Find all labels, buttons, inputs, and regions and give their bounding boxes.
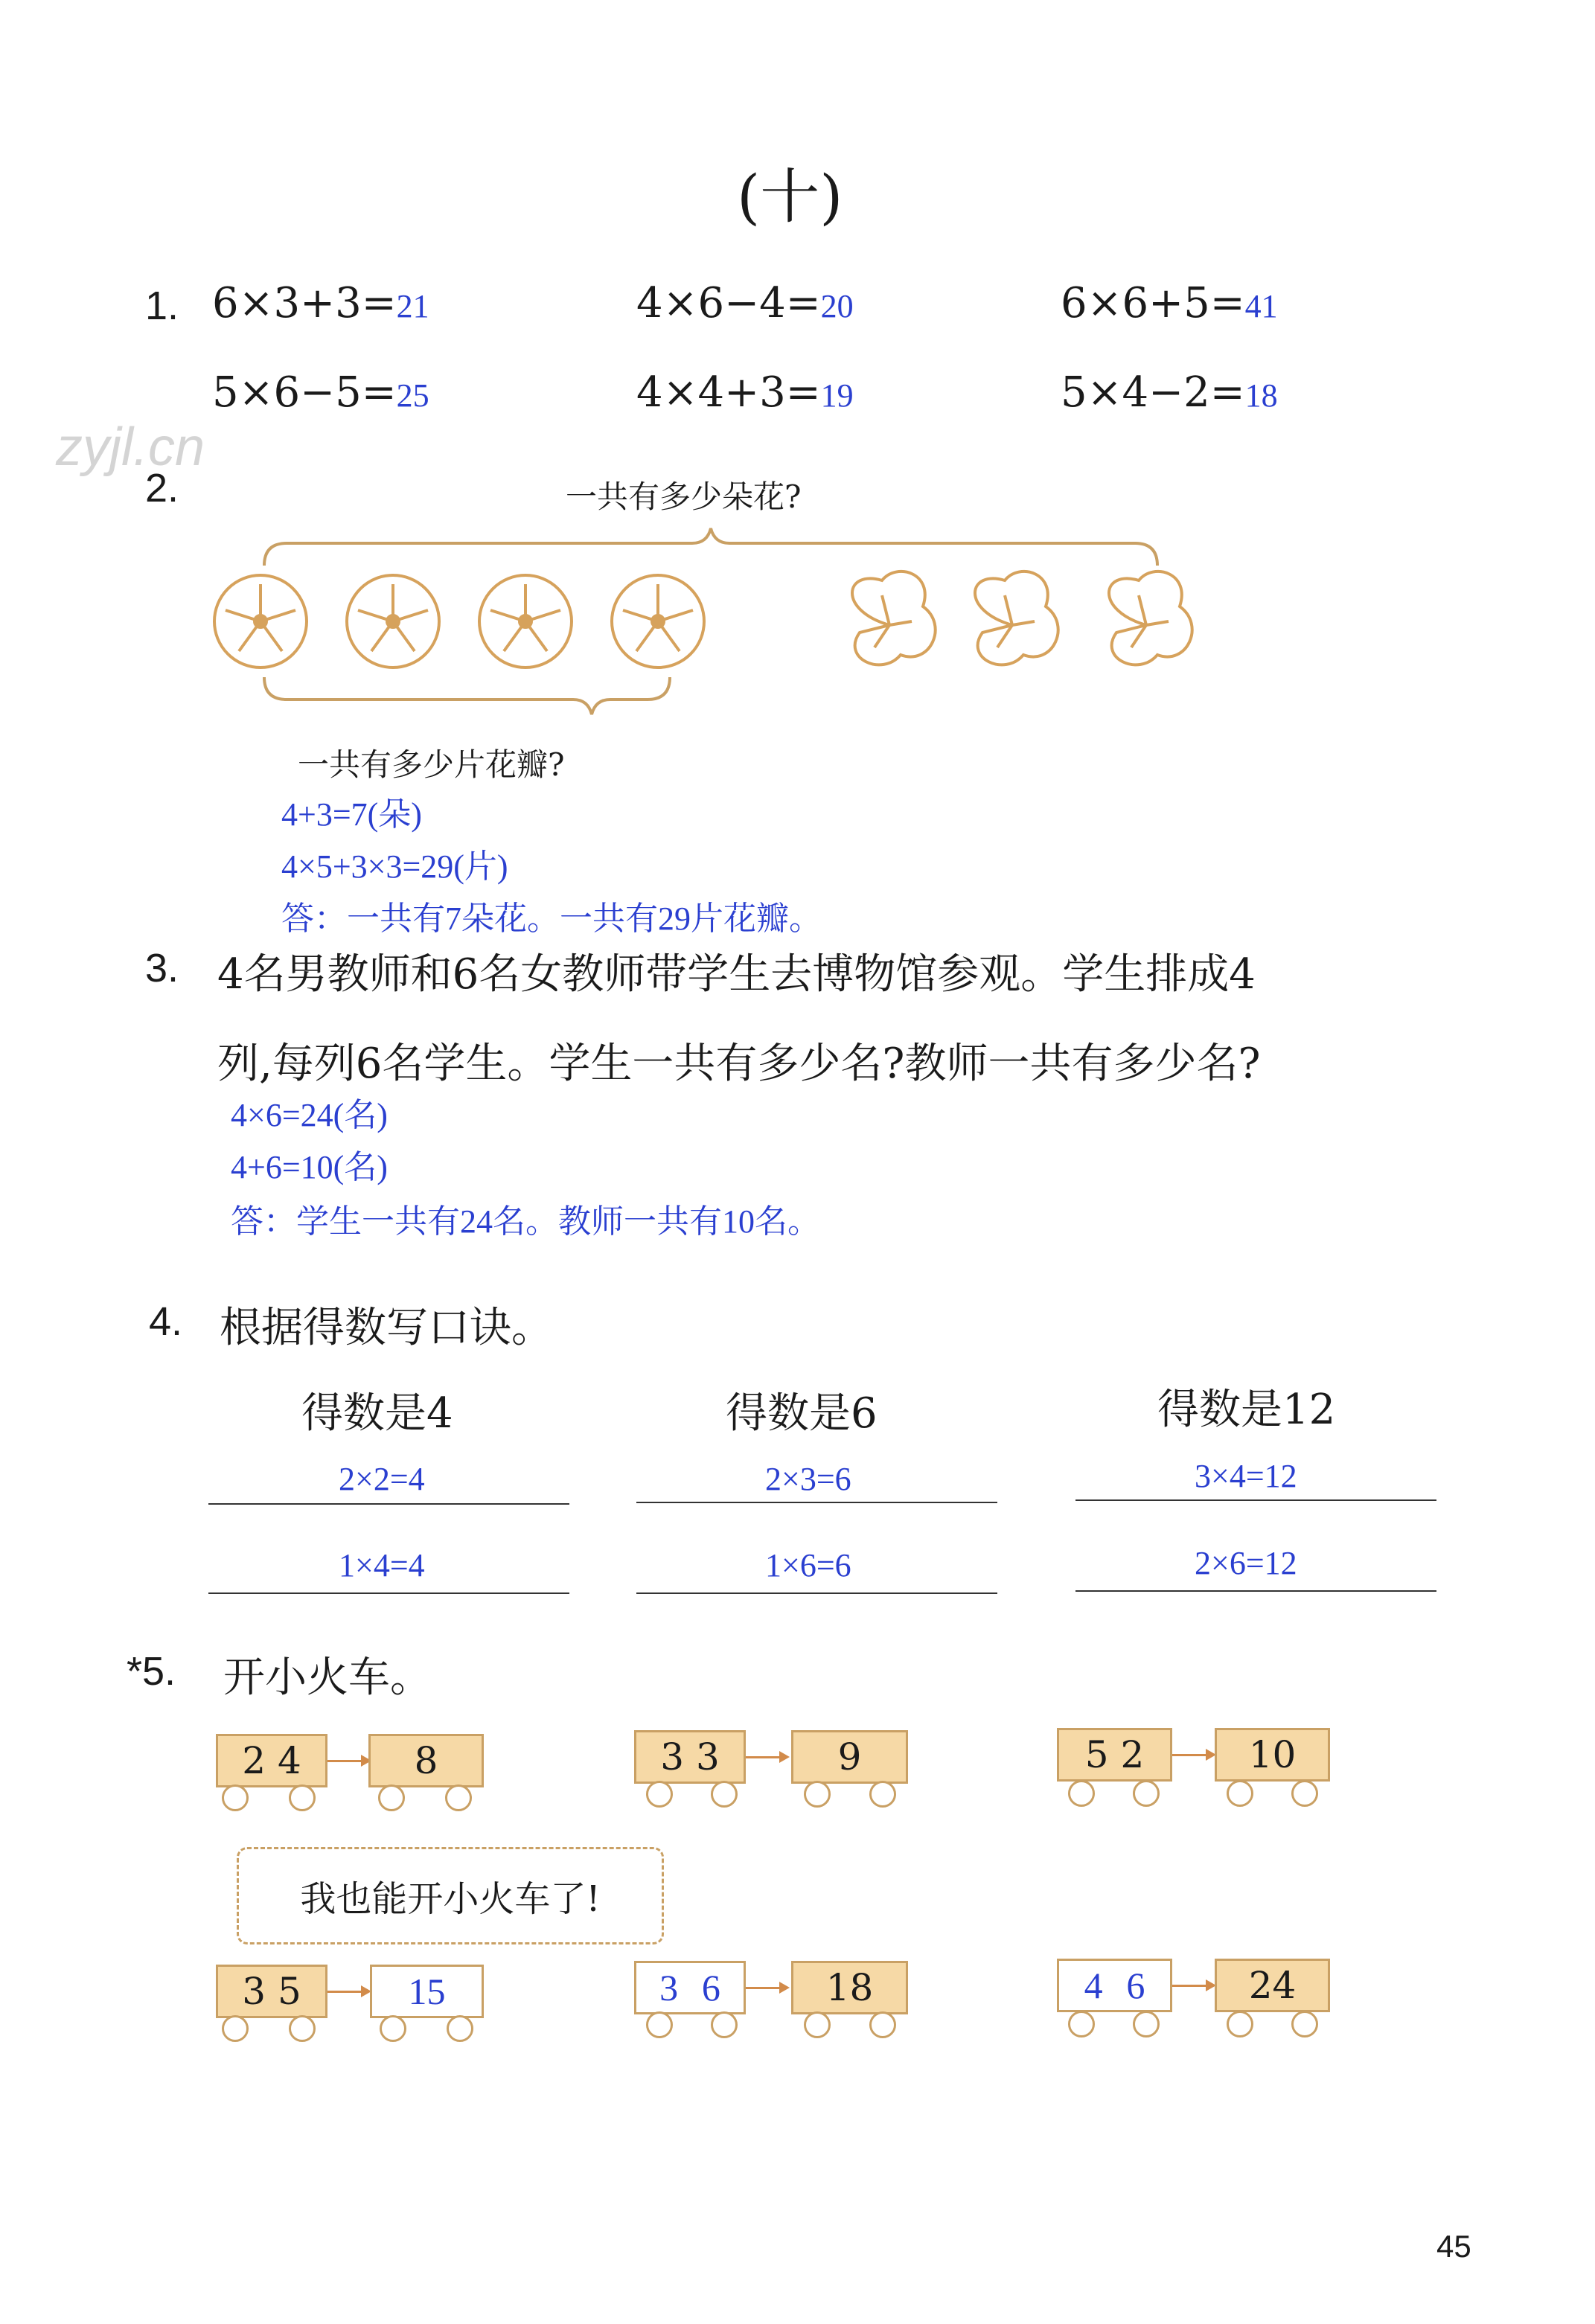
q2-answer-3: 答：一共有7朵花。一共有29片花瓣。 <box>281 900 822 937</box>
q2-bottom-question: 一共有多少片花瓣? <box>298 746 565 783</box>
q1-item-4 <box>212 368 429 417</box>
q1-item-2 <box>636 279 854 327</box>
wheel-icon <box>447 2015 473 2042</box>
q3-text-line2: 列,每列6名学生。学生一共有多少名?教师一共有多少名? <box>217 1040 1261 1088</box>
q3-answer-2: 4+6=10(名) <box>231 1149 388 1185</box>
wheel-icon <box>646 1781 673 1808</box>
five-petal-flower-icon <box>214 575 307 668</box>
wheel-icon <box>289 2015 316 2042</box>
answer: 20 <box>820 288 854 324</box>
wheel-icon <box>1291 1780 1318 1807</box>
answer-line <box>1075 1590 1436 1592</box>
arrow-right-icon <box>1172 1985 1213 1987</box>
bottom-brace <box>264 677 670 714</box>
q4-answer: 2×2=4 <box>339 1461 425 1497</box>
q4-prompt: 根据得数写口诀。 <box>220 1304 553 1352</box>
q4-column-header-2: 得数是6 <box>726 1389 878 1438</box>
wheel-icon <box>869 2011 896 2038</box>
wheel-icon <box>1068 1780 1095 1807</box>
five-petal-flower-icon <box>347 575 439 668</box>
watermark: zyjl.cn <box>56 417 205 477</box>
three-petal-flower-icon <box>975 572 1058 665</box>
answer-line <box>208 1592 569 1594</box>
q1-item-1 <box>212 279 429 327</box>
wheel-icon <box>445 1784 472 1811</box>
page-title: (十) <box>737 162 843 231</box>
speech-bubble: 我也能开小火车了! <box>237 1847 664 1944</box>
q1-label: 1. <box>145 284 179 328</box>
q1-item-3 <box>1061 279 1278 327</box>
answer: 19 <box>820 377 854 414</box>
q5-prompt: 开小火车。 <box>223 1654 432 1702</box>
expression: 4×6−4= <box>636 279 821 327</box>
arrow-right-icon <box>1172 1754 1213 1756</box>
q4-answer: 1×6=6 <box>765 1547 851 1584</box>
q4-answer: 3×4=12 <box>1195 1458 1297 1494</box>
answer: 18 <box>1244 377 1278 414</box>
train-car-input: 3 5 <box>216 1965 327 2018</box>
wheel-icon <box>1068 2011 1095 2037</box>
wheel-icon <box>222 2015 249 2042</box>
wheel-icon <box>711 1781 738 1808</box>
train-car-output: 9 <box>791 1730 908 1784</box>
expression: 6×3+3= <box>212 279 397 327</box>
wheel-icon <box>1227 1780 1253 1807</box>
q3-label: 3. <box>145 946 179 990</box>
expression: 6×6+5= <box>1061 279 1245 327</box>
arrow-right-icon <box>327 1760 368 1762</box>
wheel-icon <box>646 2011 673 2038</box>
q3-text-line1: 4名男教师和6名女教师带学生去博物馆参观。学生排成4 <box>217 950 1256 999</box>
q2-top-question: 一共有多少朵花? <box>566 478 802 515</box>
three-petal-flower-icon <box>852 572 936 665</box>
answer: 41 <box>1244 288 1278 324</box>
wheel-icon <box>804 2011 831 2038</box>
train-car-input: 5 2 <box>1057 1728 1172 1782</box>
train-car-input: 3 3 <box>634 1730 746 1784</box>
answer: 25 <box>396 377 429 414</box>
q2-label: 2. <box>145 466 179 510</box>
arrow-right-icon <box>327 1991 368 1993</box>
q1-item-5 <box>636 368 854 417</box>
answer-line <box>1075 1499 1436 1501</box>
train-car-output: 24 <box>1215 1959 1330 2012</box>
q4-answer: 1×4=4 <box>339 1547 425 1584</box>
train-car-input: 3 6 <box>634 1961 746 2014</box>
answer-line <box>208 1503 569 1505</box>
wheel-icon <box>378 1784 405 1811</box>
q1-item-6 <box>1061 368 1278 417</box>
wheel-icon <box>1291 2011 1318 2037</box>
five-petal-flower-icon <box>479 575 572 668</box>
q5-label: *5. <box>127 1649 176 1694</box>
arrow-right-icon <box>746 1987 787 1989</box>
answer-line <box>636 1592 997 1594</box>
q4-label: 4. <box>149 1299 183 1344</box>
expression: 5×4−2= <box>1061 368 1245 417</box>
wheel-icon <box>1227 2011 1253 2037</box>
q2-answer-1: 4+3=7(朵) <box>281 796 422 833</box>
train-car-input: 4 6 <box>1057 1959 1172 2012</box>
train-car-output: 18 <box>791 1961 908 2014</box>
q4-column-header-3: 得数是12 <box>1157 1386 1336 1434</box>
q2-answer-2: 4×5+3×3=29(片) <box>281 848 508 885</box>
answer: 21 <box>396 288 429 324</box>
wheel-icon <box>869 1781 896 1808</box>
wheel-icon <box>289 1784 316 1811</box>
train-car-output: 10 <box>1215 1728 1330 1782</box>
answer-line <box>636 1502 997 1503</box>
arrow-right-icon <box>746 1756 787 1758</box>
wheel-icon <box>222 1784 249 1811</box>
q3-answer-3: 答：学生一共有24名。教师一共有10名。 <box>231 1203 820 1240</box>
train-car-output: 15 <box>370 1965 484 2018</box>
wheel-icon <box>804 1781 831 1808</box>
q4-column-header-1: 得数是4 <box>301 1389 453 1438</box>
expression: 5×6−5= <box>212 368 397 417</box>
wheel-icon <box>711 2011 738 2038</box>
five-petal-flower-icon <box>612 575 704 668</box>
top-brace <box>264 528 1157 566</box>
page-number: 45 <box>1436 2229 1471 2264</box>
three-petal-flower-icon <box>1109 572 1192 665</box>
wheel-icon <box>1133 1780 1160 1807</box>
train-car-output: 8 <box>368 1734 484 1787</box>
q3-answer-1: 4×6=24(名) <box>231 1097 388 1133</box>
train-car-input: 2 4 <box>216 1734 327 1787</box>
q4-answer: 2×6=12 <box>1195 1545 1297 1581</box>
wheel-icon <box>1133 2011 1160 2037</box>
q4-answer: 2×3=6 <box>765 1461 851 1497</box>
wheel-icon <box>380 2015 406 2042</box>
flower-illustration <box>201 521 1206 722</box>
expression: 4×4+3= <box>636 368 821 417</box>
